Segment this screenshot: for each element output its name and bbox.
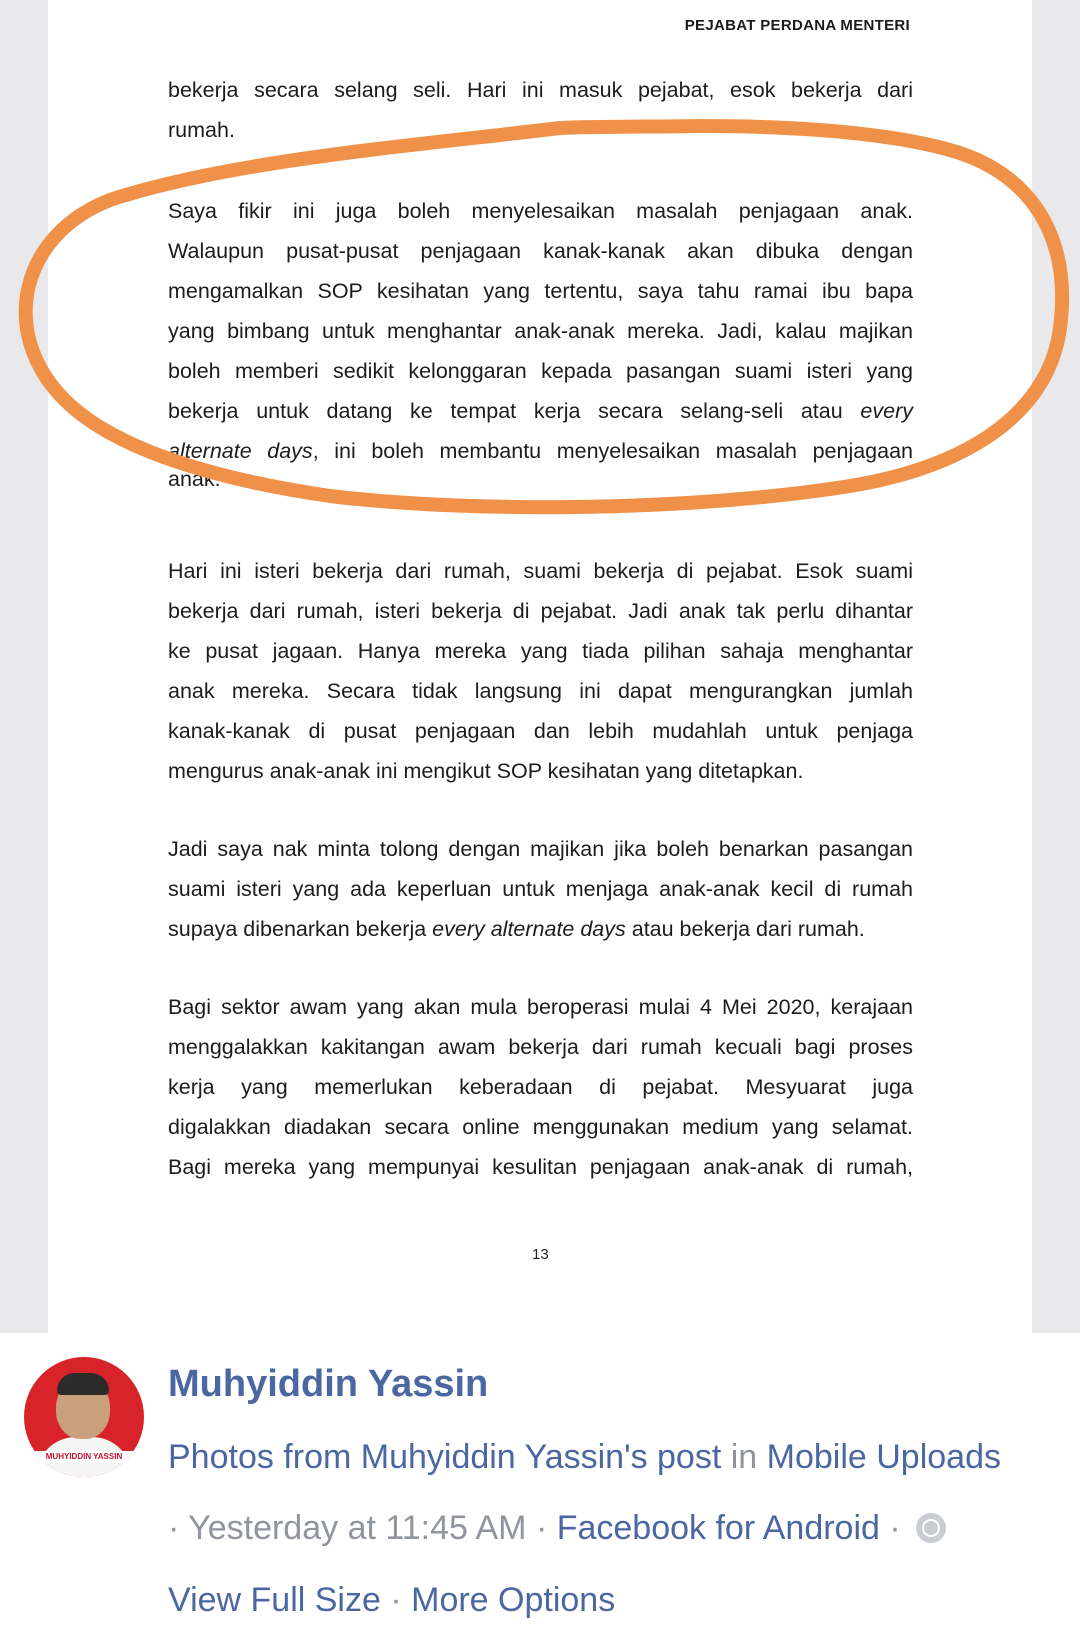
text-segment: atau bekerja dari rumah. — [625, 917, 865, 941]
separator: · — [380, 1581, 412, 1619]
document-header: PEJABAT PERDANA MENTERI — [684, 17, 910, 34]
text-line: boleh memberi sedikit kelonggaran kepada pasangan suami isteri yang — [168, 359, 913, 383]
italic-text: every — [860, 399, 913, 423]
paragraph-5 — [168, 987, 913, 1187]
text-line: bekerja dari rumah, isteri bekerja di pejabat. Jadi anak tak perlu dihantar — [168, 599, 913, 623]
text-line: yang bimbang untuk menghantar anak-anak mereka. Jadi, kalau majikan — [168, 319, 913, 343]
text-line: menggalakkan kakitangan awam bekerja dari rumah kecuali bagi proses — [168, 1035, 913, 1059]
separator: · — [168, 1509, 189, 1547]
post-source-line — [168, 1438, 1001, 1477]
text-line — [168, 431, 913, 471]
text-line: Walaupun pusat-pusat penjagaan kanak-kanak akan dibuka dengan — [168, 239, 913, 263]
separator: · — [879, 1509, 911, 1547]
paragraph-1 — [168, 70, 913, 150]
partially-hidden-text — [168, 471, 228, 497]
poster-name-link[interactable]: Muhyiddin Yassin — [168, 1363, 489, 1405]
post-info-panel — [0, 1333, 1080, 1650]
timestamp-line — [168, 1509, 946, 1548]
page-number: 13 — [532, 1246, 549, 1263]
text-line: mengurus anak-anak ini mengikut SOP kesihatan yang ditetapkan. — [168, 759, 804, 783]
text-line: anak mereka. Secara tidak langsung ini dapat mengurangkan jumlah — [168, 679, 913, 703]
text-line: mengamalkan SOP kesihatan yang tertentu, saya tahu ramai ibu bapa — [168, 279, 913, 303]
avatar-hair — [57, 1373, 109, 1395]
text-segment: , ini boleh membantu menyelesaikan masalah penjagaan — [312, 439, 914, 463]
italic-text: alternate days — [168, 439, 313, 463]
text-line: Bagi mereka yang mempunyai kesulitan penjagaan anak-anak di rumah, — [168, 1155, 913, 1179]
profile-avatar[interactable] — [24, 1357, 144, 1477]
app-link[interactable]: Facebook for Android — [556, 1509, 880, 1547]
view-full-size-link[interactable]: View Full Size — [168, 1581, 381, 1619]
text-line — [168, 391, 913, 431]
globe-icon — [916, 1513, 946, 1543]
separator: · — [526, 1509, 557, 1547]
actions-line — [168, 1581, 615, 1620]
trailing-fragment: anak. — [168, 471, 221, 491]
text-line — [168, 909, 913, 949]
italic-text: every alternate days — [432, 917, 626, 941]
text-segment: bekerja untuk datang ke tempat kerja secara selang-seli atau — [168, 399, 843, 423]
paragraph-3 — [168, 551, 913, 791]
timestamp[interactable]: Yesterday at 11:45 AM — [188, 1509, 527, 1547]
text-line: Saya fikir ini juga boleh menyelesaikan masalah penjagaan anak. — [168, 199, 913, 223]
text-line: kerja yang memerlukan keberadaan di pejabat. Mesyuarat juga — [168, 1075, 913, 1099]
paragraph-2-highlighted — [168, 191, 913, 471]
paragraph-4 — [168, 829, 913, 949]
post-link[interactable]: Photos from Muhyiddin Yassin's post — [168, 1438, 722, 1476]
text-line: suami isteri yang ada keperluan untuk menjaga anak-anak kecil di rumah — [168, 877, 913, 901]
text-line: ke pusat jagaan. Hanya mereka yang tiada pilihan sahaja menghantar — [168, 639, 913, 663]
text-line: bekerja secara selang seli. Hari ini masuk pejabat, esok bekerja dari — [168, 78, 913, 102]
in-word: in — [721, 1438, 767, 1476]
more-options-link[interactable]: More Options — [411, 1581, 616, 1619]
text-line: Jadi saya nak minta tolong dengan majikan jika boleh benarkan pasangan — [168, 837, 913, 861]
text-line: kanak-kanak di pusat penjagaan dan lebih mudahlah untuk penjaga — [168, 719, 913, 743]
text-line: Bagi sektor awam yang akan mula beroperasi mulai 4 Mei 2020, kerajaan — [168, 995, 913, 1019]
text-line: Hari ini isteri bekerja dari rumah, suami bekerja di pejabat. Esok suami — [168, 559, 913, 583]
text-line: rumah. — [168, 118, 235, 142]
album-link[interactable]: Mobile Uploads — [766, 1438, 1001, 1476]
text-segment: supaya dibenarkan bekerja — [168, 917, 433, 941]
text-line: digalakkan diadakan secara online menggunakan medium yang selamat. — [168, 1115, 913, 1139]
avatar-banner: MUHYIDDIN YASSIN — [34, 1451, 134, 1463]
